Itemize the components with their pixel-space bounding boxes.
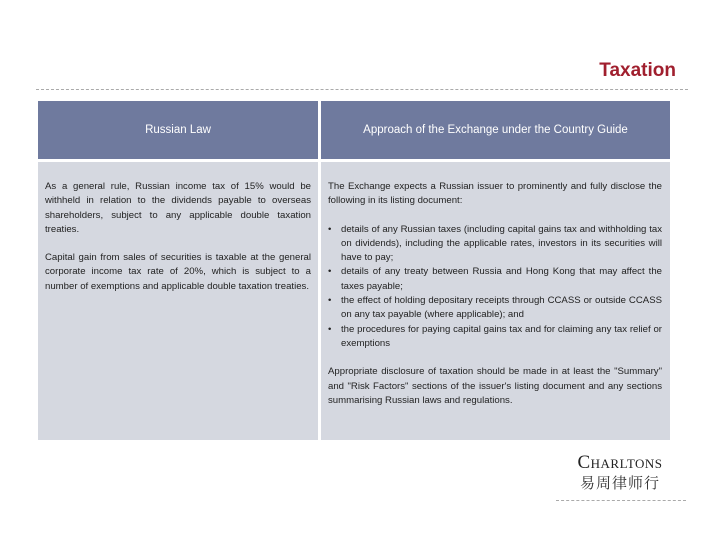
header-russian-law: Russian Law bbox=[38, 101, 318, 159]
list-item: • the procedures for paying capital gains tax and for claiming any tax relief or exemptions bbox=[341, 323, 662, 352]
paragraph: Appropriate disclosure of taxation should be made in at least the "Summary" and "Risk Factors" sections of the issuer's listing document and any sections summarising Russian laws and regulations. bbox=[328, 366, 662, 406]
divider bbox=[556, 500, 686, 501]
exchange-approach-cell bbox=[321, 162, 670, 440]
list-item: • details of any Russian taxes (including capital gains tax and withholding tax on dividends), including the applicable rates, investors in its securities will have to pay; bbox=[341, 223, 662, 266]
divider bbox=[36, 89, 688, 90]
bullet-list bbox=[328, 223, 662, 352]
logo-text-en: Charltons bbox=[577, 452, 663, 473]
paragraph: As a general rule, Russian income tax of 15% would be withheld in relation to the dividends payable to overseas shareholders, subject to any applicable double taxation treaties. bbox=[45, 181, 311, 235]
logo-text-zh: 易周律师行 bbox=[579, 475, 660, 492]
list-item: • the effect of holding depositary receipts through CCASS or outside CCASS on any tax payable (where applicable); and bbox=[341, 294, 662, 323]
header-exchange-approach: Approach of the Exchange under the Country Guide bbox=[321, 101, 670, 159]
list-item: • details of any treaty between Russia and Hong Kong that may affect the taxes payable; bbox=[341, 265, 662, 294]
paragraph: The Exchange expects a Russian issuer to prominently and fully disclose the following in its listing document: bbox=[328, 181, 662, 207]
charltons-logo bbox=[556, 452, 684, 493]
russian-law-cell bbox=[38, 162, 318, 440]
page-title: Taxation bbox=[599, 60, 676, 81]
paragraph: Capital gain from sales of securities is taxable at the general corporate income tax rate of 20%, which is subject to a number of exemptions and applicable double taxation treaties. bbox=[45, 252, 311, 292]
